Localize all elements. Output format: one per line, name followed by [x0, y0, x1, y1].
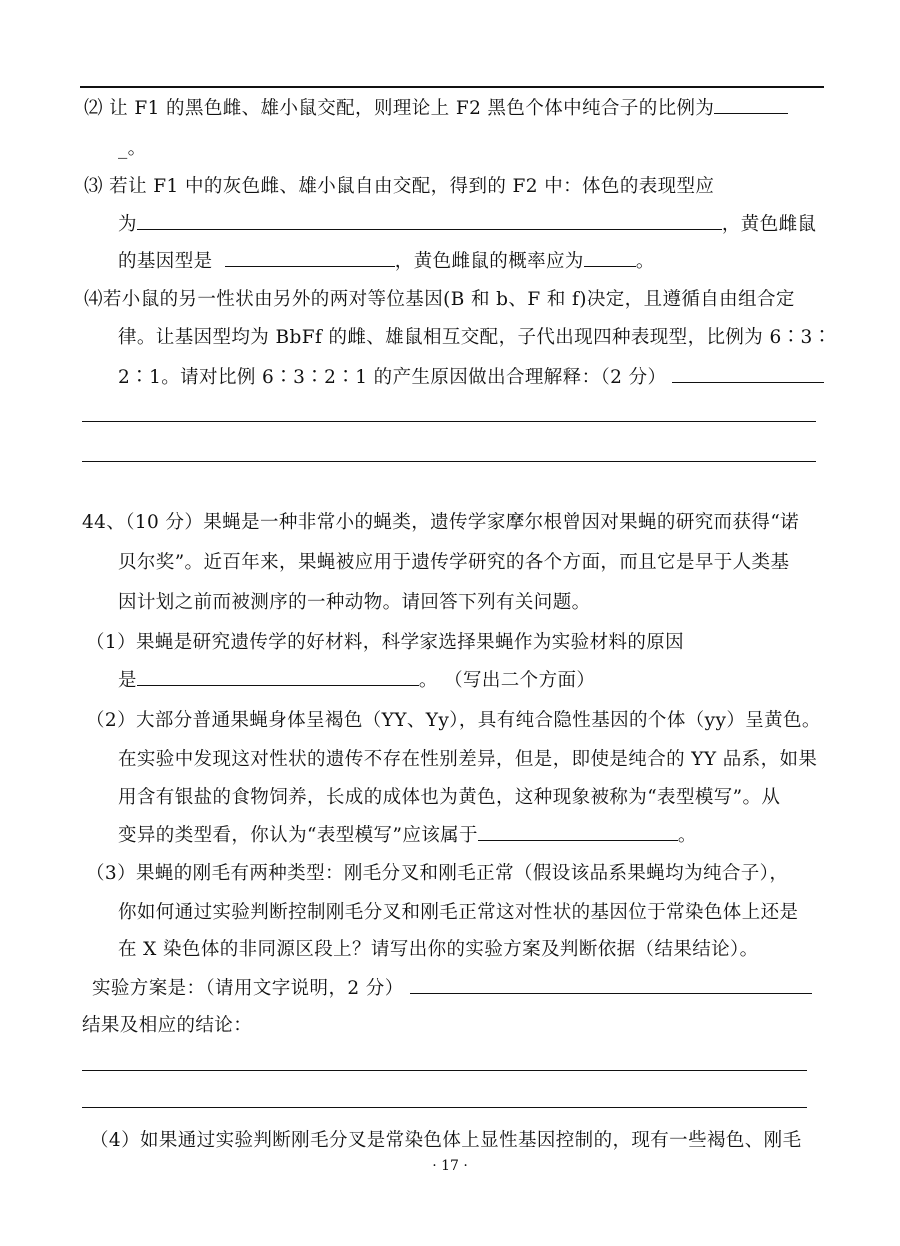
- q44-result-answer-line-2[interactable]: [82, 1107, 807, 1108]
- q44-plan-line: 实验方案是：（请用文字说明，2 分）: [92, 975, 812, 1002]
- q44-part1-line2: 是 。 （写出二个方面）: [118, 667, 595, 694]
- q43-part2-line1: [84, 95, 788, 122]
- q44-part1-line1: （1）果蝇是研究遗传学的好材料，科学家选择果蝇作为实验材料的原因: [86, 632, 685, 653]
- header-rule: [80, 86, 824, 88]
- q44-part2-line2: 在实验中发现这对性状的遗传不存在性别差异，但是，即使是纯合的 YY 品系，如果: [118, 749, 818, 770]
- q43-genotype-blank[interactable]: [225, 248, 395, 267]
- q44-result-answer-line-1[interactable]: [82, 1070, 807, 1071]
- q43-phenotype-blank[interactable]: [137, 211, 722, 230]
- page-number: · 17 ·: [432, 1158, 468, 1174]
- q43-part3-line3: 的基因型是 ，黄色雌鼠的概率应为 。: [118, 248, 655, 275]
- q43-answer-line-1[interactable]: [82, 421, 816, 422]
- q44-part2-line1: （2）大部分普通果蝇身体呈褐色（YY、Yy），具有纯合隐性基因的个体（yy）呈黄色。: [86, 710, 821, 731]
- q44-intro-line2: 贝尔奖”。近百年来，果蝇被应用于遗传学研究的各个方面，而且它是早于人类基: [118, 552, 790, 573]
- q43-answer-line-2[interactable]: [82, 461, 816, 462]
- q44-part4-line1: （4）如果通过实验判断刚毛分叉是常染色体上显性基因控制的，现有一些褐色、刚毛: [90, 1130, 802, 1151]
- q43-part3-line1: ⑶ 若让 F1 中的灰色雌、雄小鼠自由交配，得到的 F2 中：体色的表现型应: [84, 176, 715, 197]
- q43-part4-line1: ⑷若小鼠的另一性状由另外的两对等位基因(B 和 b、F 和 f)决定，且遵循自由组合定: [84, 289, 795, 310]
- q44-part3-line2: 你如何通过实验判断控制刚毛分叉和刚毛正常这对性状的基因位于常染色体上还是: [118, 902, 799, 923]
- q44-intro-line1: 44、（10 分）果蝇是一种非常小的蝇类，遗传学家摩尔根曾因对果蝇的研究而获得“诺: [82, 512, 800, 533]
- q43-part2-answer-blank[interactable]: [714, 95, 788, 114]
- q43-part3-line2: 为 ，黄色雌鼠: [118, 211, 816, 238]
- q44-part3-line3: 在 X 染色体的非同源区段上？请写出你的实验方案及判断依据（结果结论）。: [118, 939, 759, 960]
- q44-result-label: 结果及相应的结论：: [82, 1015, 253, 1036]
- q44-intro-line3: 因计划之前而被测序的一种动物。请回答下列有关问题。: [118, 592, 591, 613]
- q43-probability-blank[interactable]: [584, 248, 636, 267]
- q43-part4-line2: 律。让基因型均为 BbFf 的雌、雄鼠相互交配，子代出现四种表现型，比例为 6∶3∶: [118, 327, 832, 348]
- q43-part2-text: ⑵ 让 F1 的黑色雌、雄小鼠交配，则理论上 F2 黑色个体中纯合子的比例为: [84, 98, 715, 119]
- q43-explanation-blank[interactable]: [672, 364, 824, 383]
- q44-part2-line4: 变异的类型看，你认为“表型模写”应该属于 。: [118, 822, 697, 849]
- q43-part4-line3: 2∶1。请对比例 6∶3∶2∶1 的产生原因做出合理解释：（2 分）: [118, 364, 824, 391]
- q44-plan-blank[interactable]: [410, 975, 812, 994]
- q44-variation-type-blank[interactable]: [478, 822, 678, 841]
- q44-reason-blank[interactable]: [137, 667, 419, 686]
- q44-part3-line1: （3）果蝇的刚毛有两种类型：刚毛分叉和刚毛正常（假设该品系果蝇均为纯合子），: [86, 863, 789, 884]
- q44-part2-line3: 用含有银盐的食物饲养，长成的成体也为黄色，这种现象被称为“表型模写”。从: [118, 787, 781, 808]
- q43-part2-line2: _。: [118, 138, 147, 159]
